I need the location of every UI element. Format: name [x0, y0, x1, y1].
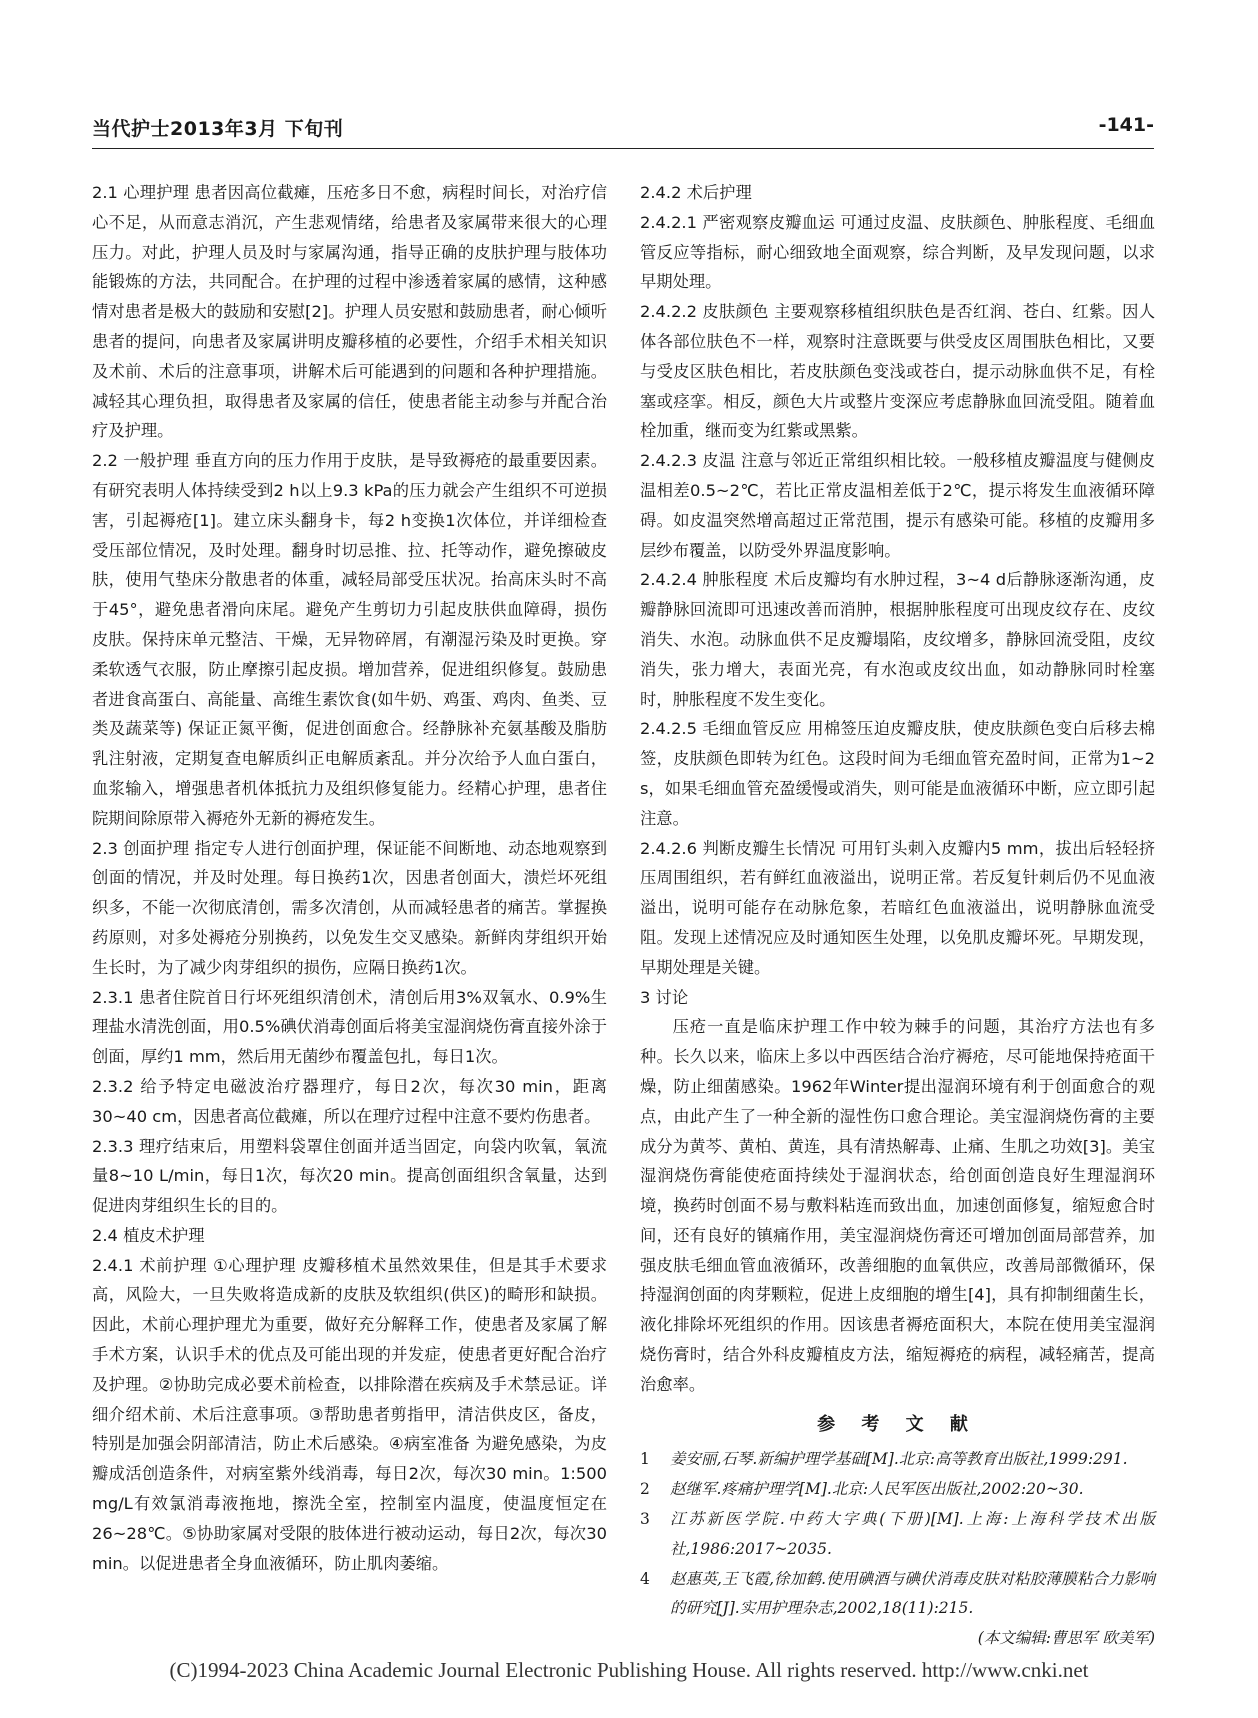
section-2-4-2-5: 2.4.2.5 毛细血管反应 用棉签压迫皮瓣皮肤，使皮肤颜色变白后移去棉签，皮肤颜色即转为红色。这段时间为毛细血管充盈时间，正常为1~2 s，如果毛细血管充盈缓慢或消失，则可能是血液循环中断，应立即引起注意。: [640, 719, 1155, 828]
reference-item: [640, 1505, 1155, 1565]
running-header: [92, 108, 1154, 149]
section-2-2: 2.2 一般护理 垂直方向的压力作用于皮肤，是导致褥疮的最重要因素。有研究表明人体持续受到2 h以上9.3 kPa的压力就会产生组织不可逆损害，引起褥疮[1]。建立床头翻身卡，每2 h变换1次体位，并详细检查受压部位情况，及时处理。翻身时切忌推、拉、托等动作，避免擦破皮肤，使用气垫床分散患者的体重，减轻局部受压状况。抬高床头时不高于45°，避免患者滑向床尾。避免产生剪切力引起皮肤供血障碍，损伤皮肤。保持床单元整洁、干燥，无异物碎屑，有潮湿污染及时更换。穿柔软透气衣服，防止摩擦引起皮损。增加营养，促进组织修复。鼓励患者进食高蛋白、高能量、高维生素饮食(如牛奶、鸡蛋、鸡肉、鱼类、豆类及蔬菜等) 保证正氮平衡，促进创面愈合。经静脉补充氨基酸及脂肪乳注射液，定期复查电解质纠正电解质紊乱。并分次给予人血白蛋白，血浆输入，增强患者机体抵抗力及组织修复能力。经精心护理，患者住院期间除原带入褥疮外无新的褥疮发生。: [92, 451, 607, 828]
section-2-4-2-1: 2.4.2.1 严密观察皮瓣血运 可通过皮温、皮肤颜色、肿胀程度、毛细血管反应等指标，耐心细致地全面观察，综合判断，及早发现问题，以求早期处理。: [640, 212, 1155, 292]
journal-title: 当代护士2013年3月 下旬刊: [92, 118, 344, 140]
section-2-3-3: 2.3.3 理疗结束后，用塑料袋罩住创面并适当固定，向袋内吹氧，氧流量8~10 L/min，每日1次，每次20 min。提高创面组织含氧量，达到促进肉芽组织生长的目的。: [92, 1136, 607, 1216]
section-2-3-1: 2.3.1 患者住院首日行坏死组织清创术，清创后用3%双氧水、0.9%生理盐水清洗创面，用0.5%碘伏消毒创面后将美宝湿润烧伤膏直接外涂于创面，厚约1 mm，然后用无菌纱布覆盖包扎，每日1次。: [92, 987, 607, 1067]
reference-item: [640, 1565, 1155, 1625]
reference-item: [640, 1445, 1155, 1475]
reference-item: [640, 1475, 1155, 1505]
section-2-4-2-3: 2.4.2.3 皮温 注意与邻近正常组织相比较。一般移植皮瓣温度与健侧皮温相差0.5~2℃，若比正常皮温相差低于2℃，提示将发生血液循环障碍。如皮温突然增高超过正常范围，提示有感染可能。移植的皮瓣用多层纱布覆盖，以防受外界温度影响。: [640, 451, 1155, 560]
reference-text: 赵惠英,王飞霞,徐加鹤.使用碘酒与碘伏消毒皮肤对粘胶薄膜粘合力影响的研究[J].实用护理杂志,2002,18(11):215.: [670, 1569, 1155, 1618]
reference-number: 4: [640, 1569, 650, 1588]
section-2-4-2-heading: 2.4.2 术后护理: [640, 183, 752, 202]
editor-note: (本文编辑:曹思军 欧美军): [977, 1629, 1155, 1648]
reference-number: 1: [640, 1450, 650, 1469]
reference-text: 赵继军.疼痛护理学[M].北京:人民军医出版社,2002:20~30.: [670, 1480, 1084, 1499]
section-2-4-2-2: 2.4.2.2 皮肤颜色 主要观察移植组织肤色是否红润、苍白、红紫。因人体各部位肤色不一样，观察时注意既要与供受皮区周围肤色相比，又要与受皮区肤色相比，若皮肤颜色变浅或苍白，提示动脉血供不足，有栓塞或痉挛。相反，颜色大片或整片变深应考虑静脉血回流受阻。随着血栓加重，继而变为红紫或黑紫。: [640, 302, 1155, 441]
section-2-3-2: 2.3.2 给予特定电磁波治疗器理疗，每日2次，每次30 min，距离30~40 cm，因患者高位截瘫，所以在理疗过程中注意不要灼伤患者。: [92, 1076, 607, 1126]
section-2-4-heading: 2.4 植皮术护理: [92, 1225, 205, 1245]
left-column: [92, 178, 607, 1578]
section-3-heading: 3 讨论: [640, 987, 689, 1007]
reference-number: 3: [640, 1510, 650, 1529]
section-2-4-2-6: 2.4.2.6 判断皮瓣生长情况 可用钉头刺入皮瓣内5 mm，拔出后轻轻挤压周围组织，若有鲜红血液溢出，说明正常。若反复针刺后仍不见血液溢出，说明可能存在动脉危象，若暗红色血液溢出，说明静脉血流受阻。发现上述情况应及时通知医生处理，以免肌皮瓣坏死。早期发现，早期处理是关键。: [640, 838, 1155, 977]
section-2-4-2-4: 2.4.2.4 肿胀程度 术后皮瓣均有水肿过程，3~4 d后静脉逐渐沟通，皮瓣静脉回流即可迅速改善而消肿，根据肿胀程度可出现皮纹存在、皮纹消失、水泡。动脉血供不足皮瓣塌陷，皮纹增多，静脉回流受阻，皮纹消失，张力增大，表面光亮，有水泡或皮纹出血，如动静脉同时栓塞时，肿胀程度不发生变化。: [640, 570, 1155, 709]
discussion-paragraph: 压疮一直是临床护理工作中较为棘手的问题，其治疗方法也有多种。长久以来，临床上多以中西医结合治疗褥疮，尽可能地保持疮面干燥，防止细菌感染。1962年Winter提出湿润环境有利于创面愈合的观点，由此产生了一种全新的湿性伤口愈合理论。美宝湿润烧伤膏的主要成分为黄芩、黄柏、黄连，具有清热解毒、止痛、生肌之功效[3]。美宝湿润烧伤膏能使疮面持续处于湿润状态，给创面创造良好生理湿润环境，换药时创面不易与敷料粘连而致出血，加速创面修复，缩短愈合时间，还有良好的镇痛作用，美宝湿润烧伤膏还可增加创面局部营养，加强皮肤毛细血管血液循环，改善细胞的血氧供应，改善局部微循环，保持湿润创面的肉芽颗粒，促进上皮细胞的增生[4]，具有抑制细菌生长，液化排除坏死组织的作用。因该患者褥疮面积大，本院在使用美宝湿润烧伤膏时，结合外科皮瓣植皮方法，缩短褥疮的病程，减轻痛苦，提高治愈率。: [640, 1017, 1155, 1394]
section-2-3: 2.3 创面护理 指定专人进行创面护理，保证能不间断地、动态地观察到创面的情况，并及时处理。每日换药1次，因患者创面大，溃烂坏死组织多，不能一次彻底清创，需多次清创，从而减轻患者的痛苦。掌握换药原则，对多处褥疮分别换药，以免发生交叉感染。新鲜肉芽组织开始生长时，为了减少肉芽组织的损伤，应隔日换药1次。: [92, 838, 607, 977]
reference-text: 姜安丽,石琴.新编护理学基础[M].北京:高等教育出版社,1999:291.: [670, 1450, 1128, 1469]
section-2-4-1: 2.4.1 术前护理 ①心理护理 皮瓣移植术虽然效果佳，但是其手术要求高，风险大，一旦失败将造成新的皮肤及软组织(供区)的畸形和缺损。因此，术前心理护理尤为重要，做好充分解释工作，使患者及家属了解手术方案，认识手术的优点及可能出现的并发症，使患者更好配合治疗及护理。②协助完成必要术前检查，以排除潜在疾病及手术禁忌证。详细介绍术前、术后注意事项。③帮助患者剪指甲，清洁供皮区，备皮，特别是加强会阴部清洁，防止术后感染。④病室准备 为避免感染，为皮瓣成活创造条件，对病室紫外线消毒，每日2次，每次30 min。1:500 mg/L有效氯消毒液拖地，擦洗全室，控制室内温度，使温度恒定在26~28℃。⑤协助家属对受限的肢体进行被动运动，每日2次，每次30 min。以促进患者全身血液循环，防止肌肉萎缩。: [92, 1255, 607, 1573]
section-2-1: 2.1 心理护理 患者因高位截瘫，压疮多日不愈，病程时间长，对治疗信心不足，从而意志消沉，产生悲观情绪，给患者及家属带来很大的心理压力。对此，护理人员及时与家属沟通，指导正确的皮肤护理与肢体功能锻炼的方法，共同配合。在护理的过程中渗透着家属的感情，这种感情对患者是极大的鼓励和安慰[2]。护理人员安慰和鼓励患者，耐心倾听患者的提问，向患者及家属讲明皮瓣移植的必要性，介绍手术相关知识及术前、术后的注意事项，讲解术后可能遇到的问题和各种护理措施。减轻其心理负担，取得患者及家属的信任，使患者能主动参与并配合治疗及护理。: [92, 183, 607, 441]
page-number: -141-: [1098, 114, 1154, 136]
copyright-footer: (C)1994-2023 China Academic Journal Electronic Publishing House. All rights reserved. http://www.cnki.net: [169, 1658, 1089, 1682]
reference-number: 2: [640, 1480, 650, 1499]
right-column: [640, 178, 1155, 1654]
reference-text: 江苏新医学院.中药大字典(下册)[M].上海:上海科学技术出版社,1986:2017~2035.: [670, 1510, 1155, 1558]
references-title: 参 考 文 献: [817, 1413, 978, 1435]
